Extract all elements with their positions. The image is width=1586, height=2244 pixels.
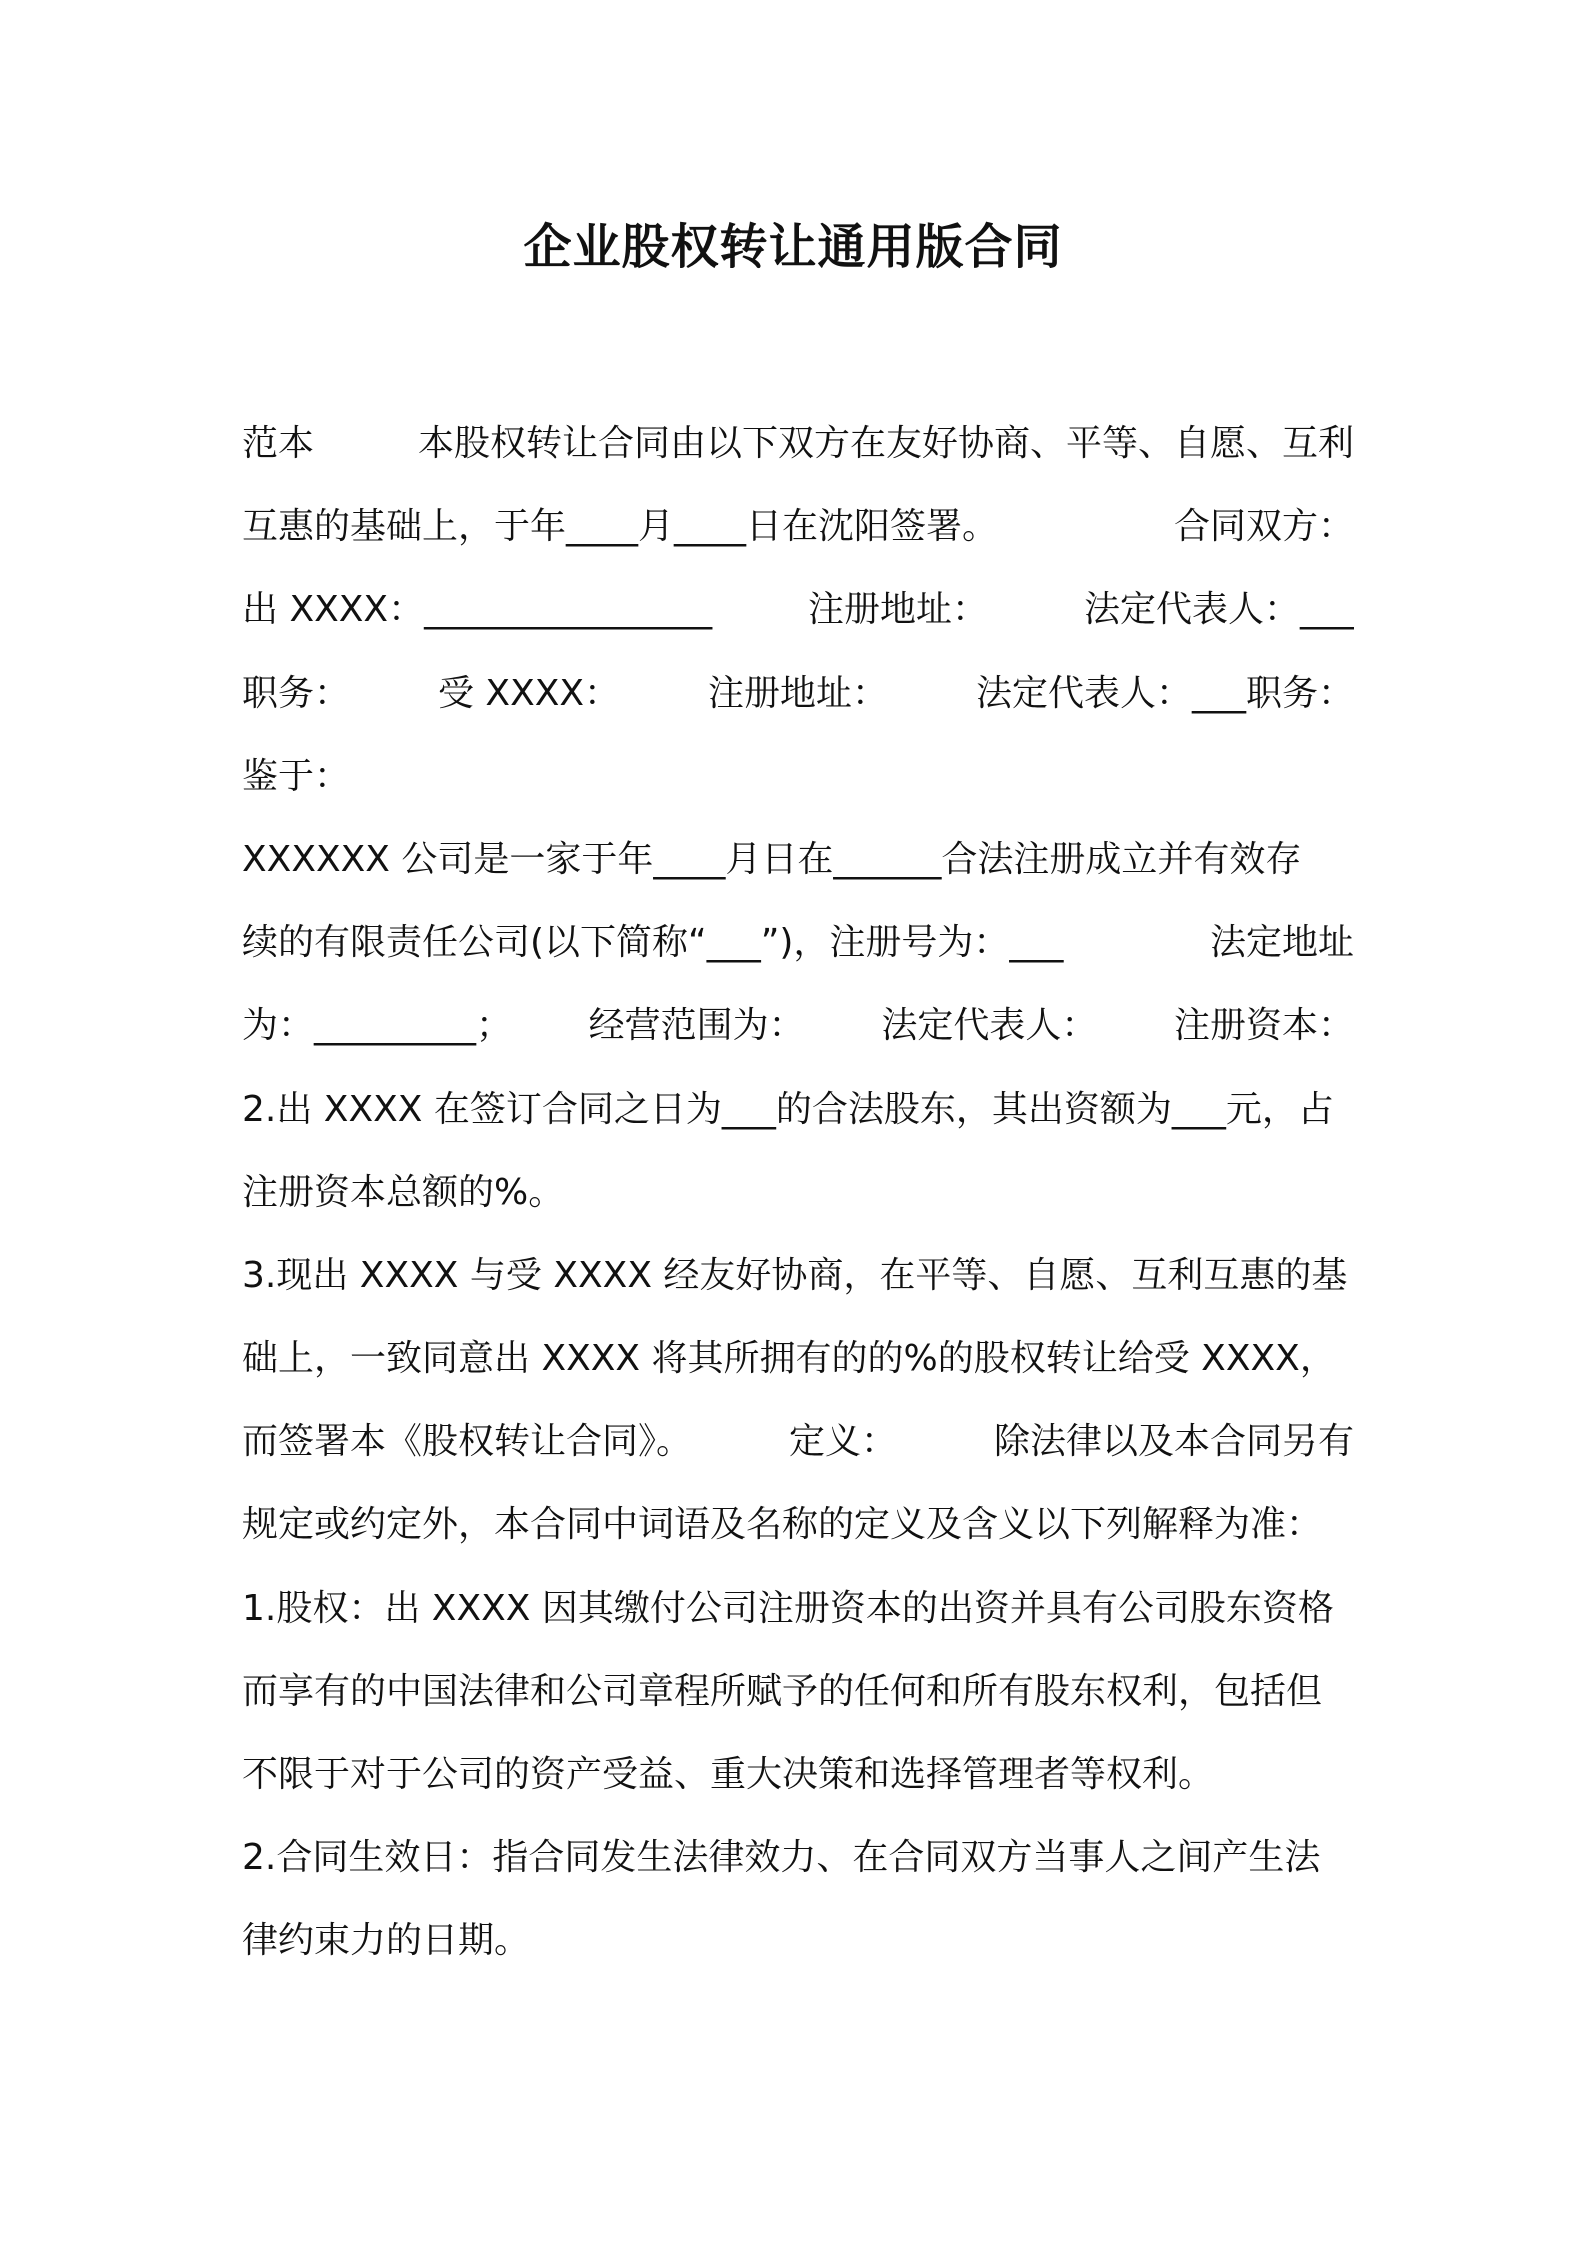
text-segment: 而享有的中国法律和公司章程所赋予的任何和所有股东权利，包括但 [242,1670,1323,1712]
text-segment: 律约束力的日期。 [242,1920,531,1962]
text-segment: 法定代表人：___职务： [975,672,1354,714]
text-segment: 除法律以及本合同另有 [993,1421,1354,1463]
text-segment: 础上，一致同意出 XXXX 将其所拥有的的%的股权转让给受 XXXX， [242,1338,1336,1380]
text-line [242,1151,1354,1234]
text-segment: 范本 [242,423,315,464]
text-line [242,402,1354,485]
text-segment: 职务： [242,672,351,714]
text-segment: 规定或约定外，本合同中词语及名称的定义及含义以下列解释为准： [242,1504,1323,1546]
text-segment: 互惠的基础上，于年____月____日在沈阳签署。 [242,506,999,548]
text-segment: XXXXXX 公司是一家于年____月日在______合法注册成立并有效存 [242,838,1302,880]
text-line [242,1816,1354,1899]
text-segment: 经营范围为： [588,1005,805,1047]
document-body [242,402,1354,1983]
text-line [242,1400,1354,1483]
text-segment: 注册资本总额的%。 [242,1171,565,1213]
text-segment: 而签署本《股权转让合同》。 [242,1421,693,1463]
text-line [242,901,1354,984]
text-segment: 2.合同生效日：指合同发生法律效力、在合同双方当事人之间产生法 [242,1837,1321,1879]
text-line [242,1234,1354,1317]
text-line [242,1567,1354,1650]
text-segment: 合同双方： [1173,506,1354,548]
text-segment: 注册资本： [1173,1005,1354,1047]
text-segment: 本股权转让合同由以下双方在友好协商、平等、自愿、互利 [417,423,1354,464]
text-segment: 法定代表人： [881,1005,1098,1047]
text-line [242,652,1354,735]
text-line [242,568,1354,651]
text-line [242,1733,1354,1816]
text-segment: 注册地址： [808,589,989,631]
text-line [242,1899,1354,1982]
text-line [242,1650,1354,1733]
text-segment: 法定代表人：___ [1083,589,1354,631]
text-line [242,818,1354,901]
text-line [242,984,1354,1067]
text-segment: 2.出 XXXX 在签订合同之日为___的合法股东，其出资额为___元，占 [242,1088,1334,1130]
text-line [242,1068,1354,1151]
text-segment: 法定地址 [1209,922,1354,964]
text-segment: 续的有限责任公司(以下简称“___”)，注册号为：___ [242,922,1064,964]
text-line [242,485,1354,568]
text-segment: 1.股权：出 XXXX 因其缴付公司注册资本的出资并具有公司股东资格 [242,1587,1334,1629]
text-line [242,735,1354,818]
text-line [242,1317,1354,1400]
text-segment: 定义： [788,1421,897,1463]
text-segment: 为：_________； [242,1005,513,1047]
text-segment: 不限于对于公司的资产受益、重大决策和选择管理者等权利。 [242,1754,1215,1795]
text-segment: 3.现出 XXXX 与受 XXXX 经友好协商，在平等、自愿、互利互惠的基 [242,1254,1348,1296]
document-title: 企业股权转让通用版合同 [523,219,1063,275]
text-line [242,1483,1354,1566]
text-segment: 鉴于： [242,755,351,797]
text-segment: 受 XXXX： [437,672,621,714]
text-segment: 注册地址： [708,672,889,714]
text-segment: 出 XXXX：________________ [242,589,713,631]
